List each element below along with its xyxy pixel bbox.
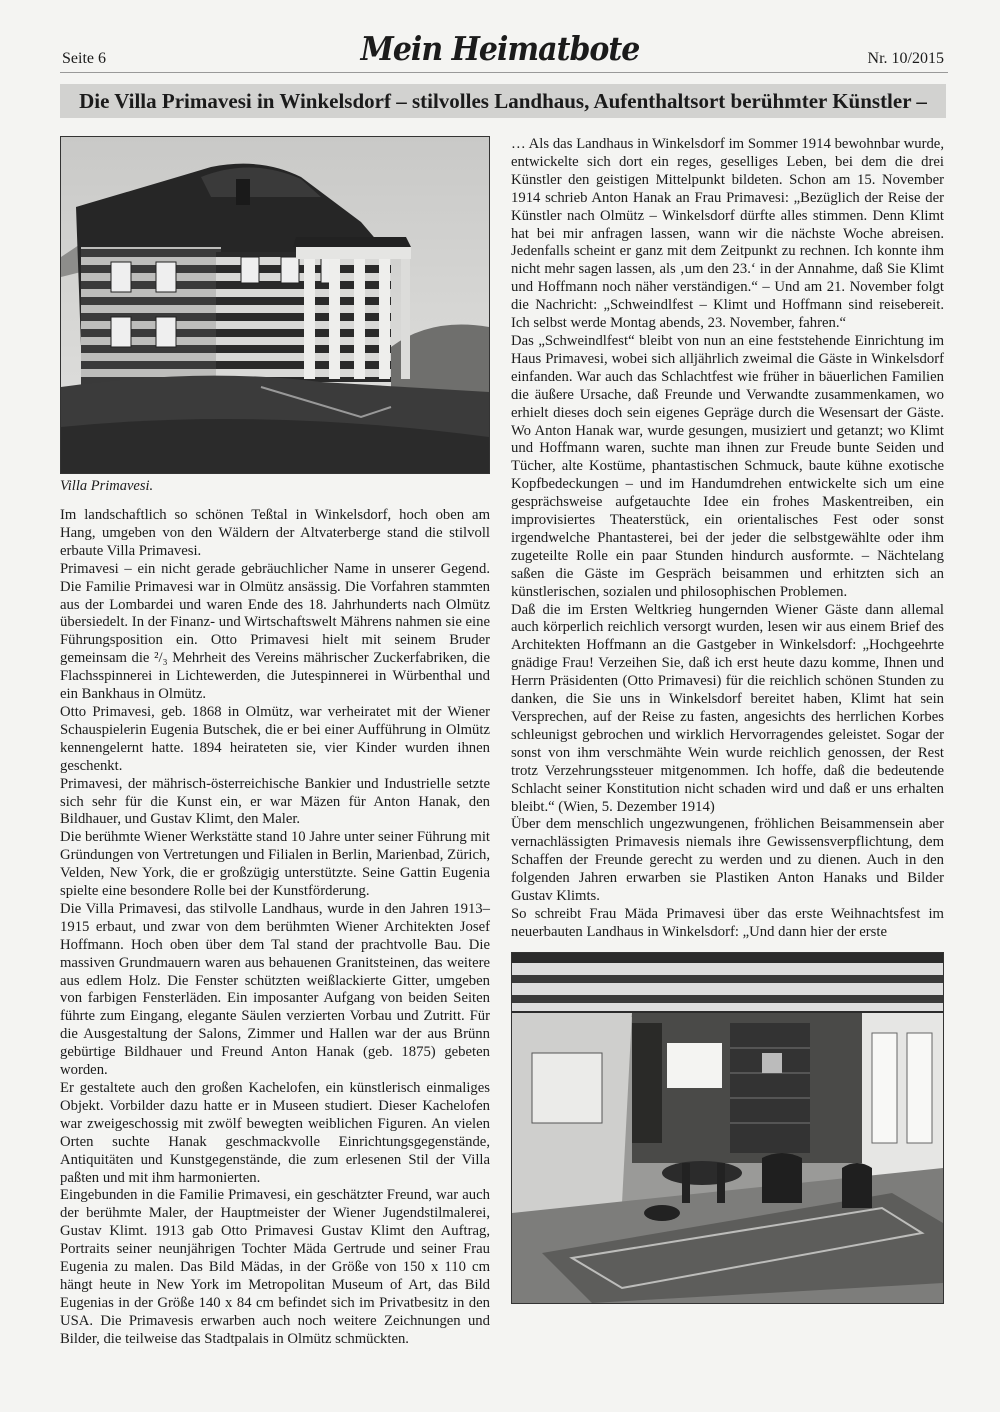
page-number: Seite 6 <box>62 50 106 67</box>
paragraph: Primavesi – ein nicht gerade gebräuchlicher Name in unserer Gegend. Die Familie Primavesi war in Olmütz ansässig. Die Vorfahren stammten aus der Lombardei und waren Ende des 18. Jahrhunderts nach Olmütz übersiedelt. In der Finanz- und Wirtschaftswelt Mährens nahmen sie eine Führungsposition ein. Otto Primavesi hielt mit seinem Bruder gemeinsam die ²/₃ Mehrheit des Vereins mährischer Zuckerfabriken, die Flachsspinnerei in Lichtewerden, die Jutespinnerei in Würbenthal und ein Bankhaus in Olmütz. <box>60 560 490 703</box>
paragraph: Die berühmte Wiener Werkstätte stand 10 Jahre unter seiner Führung mit Gründungen von Vertretungen und Filialen in Berlin, Marienbad, Zürich, Velden, New York, die er großzügig unterstützte. Seine Gattin Eugenia spielte eine besondere Rolle bei der Kunstförderung. <box>60 829 490 900</box>
header-rule <box>60 72 948 73</box>
paragraph: So schreibt Frau Mäda Primavesi über das erste Weihnachtsfest im neuerbauten Landhaus in Winkelsdorf: „Und dann hier der erste <box>511 905 944 940</box>
article-title: Die Villa Primavesi in Winkelsdorf – stilvolles Landhaus, Aufenthaltsort berühmter Künstler – <box>79 88 927 113</box>
interior-photo <box>511 952 944 1304</box>
right-column-text <box>511 136 944 942</box>
paragraph: Primavesi, der mährisch-österreichische Bankier und Industrielle setzte sich sehr für die Kunst ein, er war Mäzen für Anton Hanak, den Bildhauer, und Gustav Klimt, den Maler. <box>60 775 490 828</box>
paragraph: Das „Schweindlfest“ bleibt von nun an eine feststehende Einrichtung im Haus Primavesi, wobei sich alljährlich zweimal die Gäste in Winkelsdorf einfanden. War auch das Schlachtfest wie früher in bäuerlichen Familien die äußere Ursache, daß Freunde und Verwandte zusammenkamen, wo erhielt dieses doch sein eigenes Gepräge durch die Wesensart der Gäste. Wo Anton Hanak war, wurde gesungen, musiziert und getanzt; wo Klimt und Hoffmann waren, suchte man ihnen zur Freude bunte Seiden und Tücher, alte Kostüme, phantastischen Schmuck, baute kühne exotische Kopfbedeckungen – und im Handumdrehen entwickelte sich um eine gesprächsweise aufgetauchte Idee ein frohes Maskentreiben, ein improvisiertes Theaterstück, ein orientalisches Fest oder sonst irgendwelche Phantasterei, bei der jeder die selbstgewählte oder ihm zugeteilte Rolle ein paar Stunden hindurch ausformte. – Nächtelang saßen die Gäste im Gespräch beisammen und erhitzten sich an künstlerischen, sozialen und philosophischen Problemen. <box>511 332 944 600</box>
villa-photo <box>60 136 490 474</box>
paragraph: Die Villa Primavesi, das stilvolle Landhaus, wurde in den Jahren 1913–1915 erbaut, und zwar von dem berühmten Wiener Architekten Josef Hoffmann. Hoch oben über dem Tal stand der prachtvolle Bau. Die massiven Grundmauern waren aus behauenen Granitsteinen, das weitere aus edlem Holz. Die Fenster schützten weißlackierte Gitter, umgeben von farbigen Fensterläden. Ein imposanter Aufgang von beiden Seiten führte zum Eingang, elegante Säulen verzierten Vorbau und Zutritt. Für die Ausgestaltung der Salons, Zimmer und Hallen war der aus Brünn gebürtige Bildhauer und Freund Anton Hanak (geb. 1875) gebeten worden. <box>60 900 490 1079</box>
paragraph: Eingebunden in die Familie Primavesi, ein geschätzter Freund, war auch der berühmte Maler, der Hauptmeister der Wiener Jugendstilmalerei, Gustav Klimt. 1913 gab Otto Primavesi Gustav Klimt den Auftrag, Portraits seiner neunjährigen Tochter Mäda Gertrude und seiner Frau Eugenia zu malen. Das Bild Mädas, in der Größe von 150 x 110 cm hängt heute in New York im Metropolitan Museum of Art, das Bild Eugenias in der Größe 140 x 84 cm befindet sich im Privatbesitz in den USA. Die Primavesis erwarben auch noch weitere Zeichnungen und Bilder, die teilweise das Stadtpalais in Olmütz schmückten. <box>60 1187 490 1347</box>
right-column <box>511 136 944 1304</box>
masthead-logo: Mein Heimatbote <box>360 30 640 69</box>
paragraph: Er gestaltete auch den großen Kachelofen, ein künstlerisch einmaliges Objekt. Vorbilder dazu hatte er in Museen studiert. Dieser Kachelofen war zweigeschossig mit zwölf bewegten weiblichen Figuren. An vielen Orten suchte Hanak geschmackvolle Einrichtungsgegenstände, Antiquitäten und Kunstgegenstände, die zum erlesenen Stil der Villa paßten und mit ihm harmonierten. <box>60 1080 490 1186</box>
photo-caption: Villa Primavesi. <box>60 478 154 494</box>
left-column <box>60 136 490 1349</box>
paragraph: Daß die im Ersten Weltkrieg hungernden Wiener Gäste dann allemal auch körperlich reichlich versorgt wurden, lesen wir aus einem Brief des Architekten Hoffmann an die Gastgeber in Winkelsdorf: „Hochgeehrte gnädige Frau! Verzeihen Sie, daß ich erst heute dazu komme, Ihnen und Herrn Präsidenten (Otto Primavesi) für die reichlich schönen Stunden zu danken, die Sie uns in Winkelsdorf bereitet haben, Klimt hat sein Versprechen, auf der Reise zu fasten, angesichts des herrlichen Korbes schleunigst gebrochen und wirklich Hervorragendes geleistet. Sogar der sonst von ihm verschmähte Wein wurde reichlich genossen, der Rest trotz Verzehrungssteuer mitgenommen. Ich hoffe, daß die bedeutende Schlacht seiner Konstitution nicht schaden wird und daß er uns erhalten bleibt.“ (Wien, 5. Dezember 1914) <box>511 601 944 815</box>
left-column-text <box>60 507 490 1349</box>
paragraph: Im landschaftlich so schönen Teßtal in Winkelsdorf, hoch oben am Hang, umgeben von den Wäldern der Altvaterberge stand die stilvoll erbaute Villa Primavesi. <box>60 507 490 559</box>
paragraph: Über dem menschlich ungezwungenen, fröhlichen Beisammensein aber vernachlässigten Primavesis niemals ihre Gewissensverpflichtung, dem Schaffen der Freunde gerecht zu werden und zu dienen. Auch in den folgenden Jahren erwarben sie Plastiken Anton Hanaks und Bilder Gustav Klimts. <box>511 816 944 905</box>
paragraph: … Als das Landhaus in Winkelsdorf im Sommer 1914 bewohnbar wurde, entwickelte sich dort ein reges, geselliges Leben, bei dem die drei Künstler den geistigen Mittelpunkt bildeten. Schon am 15. November 1914 schrieb Anton Hanak an Frau Primavesi: „Bezüglich der Reise der Künstler nach Olmütz – Winkelsdorf dürfte alles stimmen. Denn Klimt hat bei mir anfragen lassen, wann wir die nächste Woche abreisen. Jedenfalls scheint er ganz mit dem Zeitpunkt zu rechnen. Ich konnte ihm nicht mehr sagen lassen, als ‚um den 23.‘ in der Annahme, daß Sie Klimt und Hoffmann noch näher verständigen.“ – Und am 21. November folgt die Nachricht: „Schweindlfest – Klimt und Hoffmann sind reisebereit. Ich selbst werde Montag abends, 23. November, fahren.“ <box>511 136 944 332</box>
title-band <box>60 84 946 118</box>
paragraph: Otto Primavesi, geb. 1868 in Olmütz, war verheiratet mit der Wiener Schauspielerin Eugenia Butschek, die er bei einer Aufführung in Olmütz kennengelernt hatte. 1894 heirateten sie, vier Kinder wurden ihnen geschenkt. <box>60 703 490 774</box>
issue-number: Nr. 10/2015 <box>867 50 944 67</box>
